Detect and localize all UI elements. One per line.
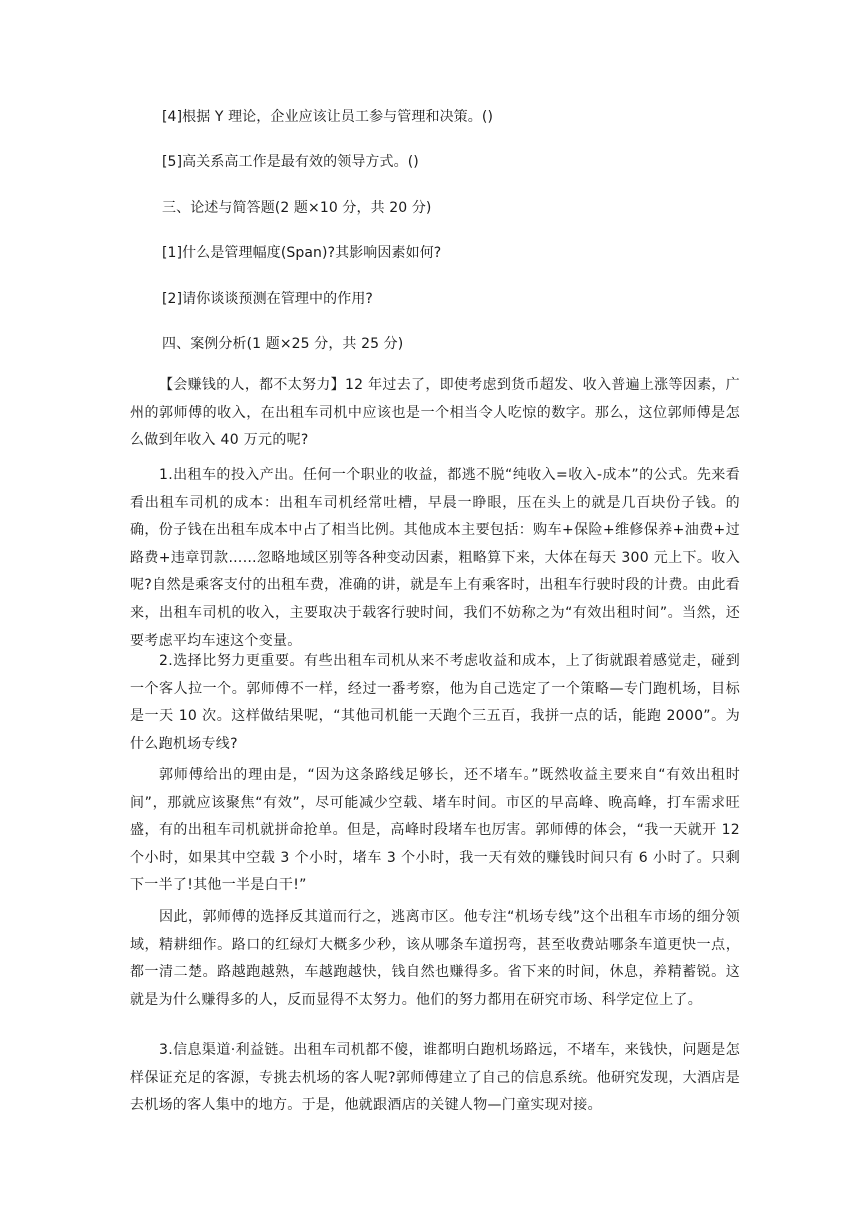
essay-question-1-line: [1]什么是管理幅度(Span)?其影响因素如何? (162, 245, 442, 261)
case-intro-paragraph: 【会赚钱的人，都不太努力】12 年过去了，即使考虑到货币超发、收入普遍上涨等因素，广州的郭师傅的收入，在出租车司机中应该也是一个相当令人吃惊的数字。那么，这位郭师傅是怎么做到年收入 40 万元的呢? (130, 377, 740, 449)
case-point-2-paragraph: 2.选择比努力更重要。有些出租车司机从来不考虑收益和成本，上了街就跟着感觉走，碰到一个客人拉一个。郭师傅不一样，经过一番考察，他为自己选定了一个策略—专门跑机场，目标是一天 10 次。这样做结果呢，“其他司机能一天跑个三五百，我拼一点的话，能跑 2000”。为什么跑机场专线? (130, 653, 740, 752)
case-point-1-paragraph: 1.出租车的投入产出。任何一个职业的收益，都逃不脱“纯收入=收入-成本”的公式。先来看看出租车司机的成本：出租车司机经常吐槽，早晨一睁眼，压在头上的就是几百块份子钱。的确，份子钱在出租车成本中占了相当比例。其他成本主要包括：购车+保险+维修保养+油费+过路费+违章罚款……忽略地域区别等各种变动因素，粗略算下来，大体在每天 300 元上下。收入呢?自然是乘客支付的出租车费，准确的讲，就是车上有乘客时，出租车行驶时段的计费。由此看来，出租车司机的收入，主要取决于载客行驶时间，我们不妨称之为“有效出租时间”。当然，还要考虑平均车速这个变量。 (130, 467, 740, 649)
question-5-line: [5]高关系高工作是最有效的领导方式。() (162, 154, 419, 170)
question-4-line: [4]根据 Y 理论，企业应该让员工参与管理和决策。() (162, 109, 494, 125)
section-3-heading: 三、论述与简答题(2 题×10 分，共 20 分) (162, 200, 432, 216)
case-reason-paragraph: 郭师傅给出的理由是，“因为这条路线足够长，还不堵车。”既然收益主要来自“有效出租时间”，那就应该聚焦“有效”，尽可能减少空载、堵车时间。市区的早高峰、晚高峰，打车需求旺盛，有的出租车司机就拼命抢单。但是，高峰时段堵车也厉害。郭师傅的体会，“我一天就开 12 个小时，如果其中空载 3 个小时，堵车 3 个小时，我一天有效的赚钱时间只有 6 小时了。只剩下一半了!其他一半是白干!” (130, 767, 740, 894)
essay-question-2-line: [2]请你谈谈预测在管理中的作用? (162, 291, 373, 307)
section-4-heading: 四、案例分析(1 题×25 分，共 25 分) (162, 336, 404, 352)
case-point-3-paragraph: 3.信息渠道·利益链。出租车司机都不傻，谁都明白跑机场路远，不堵车，来钱快，问题是怎样保证充足的客源，专挑去机场的客人呢?郭师傅建立了自己的信息系统。他研究发现，大酒店是去机场的客人集中的地方。于是，他就跟酒店的关键人物—门童实现对接。 (130, 1042, 740, 1114)
case-conclusion-paragraph: 因此，郭师傅的选择反其道而行之，逃离市区。他专注“机场专线”这个出租车市场的细分领域，精耕细作。路口的红绿灯大概多少秒，该从哪条车道拐弯，甚至收费站哪条车道更快一点，都一清二楚。路越跑越熟，车越跑越快，钱自然也赚得多。省下来的时间，休息，养精蓄锐。这就是为什么赚得多的人，反而显得不太努力。他们的努力都用在研究市场、科学定位上了。 (130, 909, 740, 1008)
